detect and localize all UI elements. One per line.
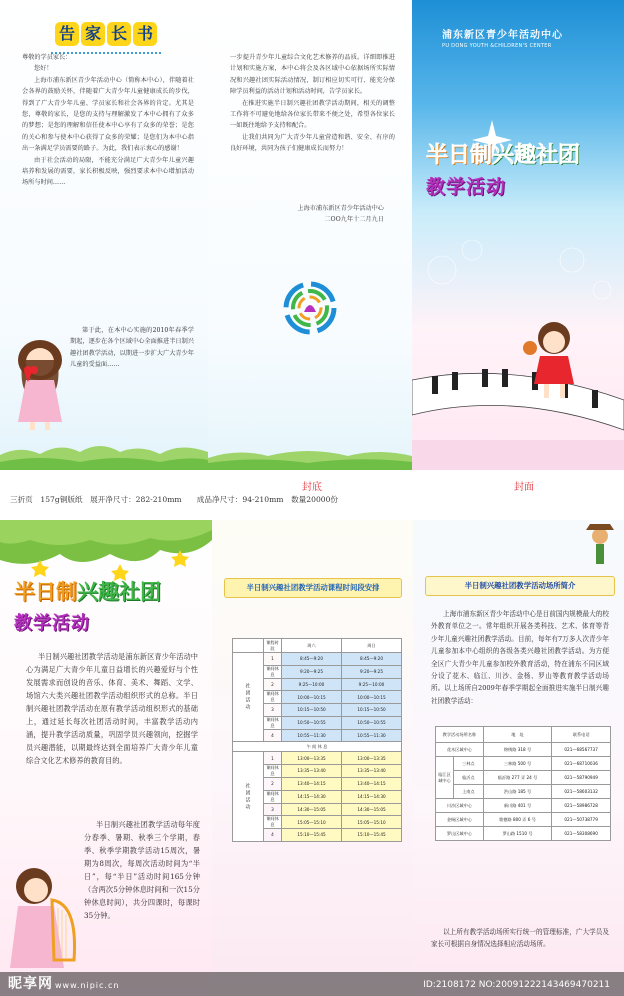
venue-name: 上南点 <box>454 785 484 799</box>
sun-cell: 13:00—13:35 <box>342 752 402 765</box>
table-row <box>436 799 611 813</box>
letter-body-narrow <box>70 325 194 371</box>
venue-phone: 021—58603132 <box>552 785 611 799</box>
center-brand <box>442 26 563 49</box>
outer-spread <box>0 0 624 470</box>
table-row <box>233 752 402 765</box>
inner-title-part2: 兴趣社团 <box>77 580 161 604</box>
letter-para: 您好！ <box>34 65 53 73</box>
cover-title-part2: 兴趣社团 <box>492 143 581 168</box>
letter-title-char: 告 <box>55 22 79 46</box>
letter-para: 在推进实施半日制兴趣社团教学活动期间，相关的调整工作将不可避免地给各位家长带来不便之处，希望各位家长一如既往地给予支持和配合。 <box>230 99 395 130</box>
sat-cell: 15:10—15:45 <box>282 829 342 842</box>
sat-cell: 10:55—11:30 <box>282 729 342 742</box>
sat-cell: 13:35—13:40 <box>282 764 342 777</box>
group-label-morning: 社团活动 <box>233 653 264 742</box>
slot-cell: 3 <box>264 704 282 717</box>
venue-address: 洪山路 185 号 <box>483 785 552 799</box>
sat-cell: 14:15—14:30 <box>282 790 342 803</box>
label-front-cover: 封面 <box>514 482 534 493</box>
header-address: 地 址 <box>483 727 552 743</box>
header-sun: 周日 <box>342 639 402 653</box>
sat-cell: 10:15—10:50 <box>282 704 342 717</box>
venue-group-label: 临江区域中心 <box>436 757 454 799</box>
table-row <box>436 785 611 799</box>
venues-table <box>435 726 611 841</box>
header-phone: 联系电话 <box>552 727 611 743</box>
header-venue: 教学活动场所名称 <box>436 727 484 743</box>
venue-address: 三林路 500 号 <box>483 757 552 771</box>
venues-footer <box>431 926 609 951</box>
inner-title-line2: 教学活动 <box>14 613 90 634</box>
center-name-en: PU DONG YOUTH &CHILDREN'S CENTER <box>442 43 552 49</box>
sun-cell: 14:15—14:30 <box>342 790 402 803</box>
letter-para: 由于社会活动的局限，不能充分满足广大青少年儿童兴趣培养和发展的需要，家长积极反映，强烈要求本中心增加活动场所与时间…… <box>22 156 194 187</box>
sun-cell: 10:50—10:55 <box>342 716 402 729</box>
letter-para: 第于此，在本中心实施的2010年春季学期起，逐步在各个区域中心全面推进半日制兴趣社团教学活动，以期进一步扩大广大青少年儿童的受益面…… <box>70 327 194 369</box>
table-row <box>436 743 611 757</box>
table-row <box>436 757 611 771</box>
slot-cell: 课间休息 <box>264 764 282 777</box>
venue-phone: 021—68567737 <box>552 743 611 757</box>
inner-intro-text <box>26 650 198 767</box>
letter-title-char: 家 <box>81 22 105 46</box>
girl-with-cat-illustration <box>520 318 590 404</box>
signature-org: 上海市浦东新区青少年活动中心 <box>297 205 384 212</box>
label-back-cover: 封底 <box>302 482 322 493</box>
piano-keys-illustration <box>412 360 624 440</box>
table-row <box>436 827 611 841</box>
sat-cell: 15:05—15:10 <box>282 816 342 829</box>
inner-spread <box>0 520 624 996</box>
venues-banner: 半日制兴趣社团教学活动场所简介 <box>425 576 615 596</box>
sun-cell: 9:20—9:25 <box>342 665 402 678</box>
schedule-table <box>232 638 402 842</box>
sun-cell: 15:10—15:45 <box>342 829 402 842</box>
sat-cell: 9:25—10:00 <box>282 678 342 691</box>
sat-cell: 10:00—10:15 <box>282 691 342 704</box>
sun-cell: 14:30—15:05 <box>342 803 402 816</box>
sun-cell: 10:00—10:15 <box>342 691 402 704</box>
sat-cell: 9:20—9:25 <box>282 665 342 678</box>
sat-cell: 8:45—9:20 <box>282 653 342 666</box>
header-slot: 课程时段 <box>264 639 282 653</box>
grass-decoration <box>208 430 412 470</box>
letter-body-col2 <box>230 52 395 155</box>
watermark-bar <box>0 972 624 996</box>
slot-cell: 3 <box>264 803 282 816</box>
sat-cell: 14:30—15:05 <box>282 803 342 816</box>
letter-signature <box>297 203 384 225</box>
schedule-text <box>84 818 200 922</box>
sat-cell: 10:50—10:55 <box>282 716 342 729</box>
table-row <box>436 771 611 785</box>
watermark-logo-url: www.nipic.cn <box>55 981 120 990</box>
slot-cell: 课间休息 <box>264 790 282 803</box>
center-name-cn: 浦东新区青少年活动中心 <box>442 30 563 41</box>
center-logo-icon <box>280 278 340 338</box>
grass-decoration <box>0 430 208 470</box>
sun-cell: 13:35—13:40 <box>342 764 402 777</box>
schedule-panel <box>212 520 413 996</box>
inner-title <box>14 576 161 635</box>
table-row <box>436 813 611 827</box>
venue-name: 花木区域中心 <box>436 743 484 757</box>
letter-greeting: 尊敬的学员家长： <box>22 54 72 61</box>
sun-cell: 8:45—9:20 <box>342 653 402 666</box>
sun-cell: 10:55—11:30 <box>342 729 402 742</box>
venue-phone: 021—50738779 <box>552 813 611 827</box>
dandelion-decoration <box>412 230 624 350</box>
scarecrow-illustration <box>576 522 620 566</box>
slot-cell: 1 <box>264 752 282 765</box>
letter-panel-middle <box>208 0 412 470</box>
letter-para: 一步提升青少年儿童综合文化艺术修养的品质。详细即推进计划和实施方案，本中心将会及各区域中心依据场所实际情况和兴趣社团实际活动情况，制订相应切实可行、能充分保障学员利益的活动计划和活动时间，告学员家长。 <box>230 54 395 96</box>
slot-cell: 1 <box>264 653 282 666</box>
letter-body-col1 <box>22 52 194 189</box>
slot-cell: 课间休息 <box>264 665 282 678</box>
slot-cell: 课间休息 <box>264 816 282 829</box>
cover-title-part1: 半日制 <box>426 143 493 168</box>
venue-name: 金杨区域中心 <box>436 813 484 827</box>
sun-cell: 9:25—10:00 <box>342 678 402 691</box>
venue-phone: 021—58790949 <box>552 771 611 785</box>
venue-address: 新川路 401 号 <box>483 799 552 813</box>
noon-break-label: 午 间 休 息 <box>233 742 402 752</box>
intro-para: 半日制兴趣社团教学活动是浦东新区青少年活动中心为满足广大青少年儿童日益增长的兴趣爱好与个性发展需求而创设的音乐、体育、美术、舞蹈、文学、场馆六大类兴趣社团教学活动组织形式的总称。半日制兴趣社团教学活动在原有教学活动组织形式的基础上，通过延长每次社团活动时间，丰富教学活动内涵，提升教学活动质量，巩固学员兴趣领向，挖掘学员兴趣潜能，以期最终达到全面培养广大青少年儿童综合文化艺术修养的教育目的。 <box>26 652 198 765</box>
venue-address: 罗山路 1510 号 <box>483 827 552 841</box>
sun-cell: 15:05—15:10 <box>342 816 402 829</box>
slot-cell: 课间休息 <box>264 691 282 704</box>
venue-address: 歌德路 800 弄 6 号 <box>483 813 552 827</box>
girl-with-harp-illustration <box>4 860 84 980</box>
slot-cell: 4 <box>264 729 282 742</box>
venues-intro <box>431 608 609 707</box>
slot-cell: 2 <box>264 777 282 790</box>
inner-intro-panel <box>0 520 212 996</box>
group-label-afternoon: 社团活动 <box>233 752 264 841</box>
cover-bottom-tint <box>412 440 624 470</box>
venue-address: 锦绣路 318 号 <box>483 743 552 757</box>
letter-title-char: 长 <box>107 22 131 46</box>
slot-cell: 2 <box>264 678 282 691</box>
noon-break-row <box>233 742 402 752</box>
venues-intro-para: 上海市浦东新区青少年活动中心是目前国内规模最大的校外教育单位之一。常年组织开展各类科技、艺术、体育等青少年儿童兴趣社团教学活动。目前，每年有7万多人次青少年儿童参加本中心组织的各级各类兴趣社团教学活动。为方便全区广大青少年儿童参加校外教育活动，特在浦东不同区域分设了花木、临江、川沙、金杨、罗山等教育教学活动场所。以上场所自2009年春季学期起全面推进实施半日制兴趣社团教学活动： <box>431 610 609 705</box>
schedule-banner: 半日制兴趣社团教学活动课程时间段安排 <box>224 578 402 598</box>
venue-name: 川沙区域中心 <box>436 799 484 813</box>
inner-title-part1: 半日制 <box>14 580 77 604</box>
signature-date: 二OO九年十二月九日 <box>324 216 384 223</box>
letter-title <box>55 22 157 48</box>
cover-title <box>426 138 580 199</box>
print-spec: 三折页 157g铜版纸 展开净尺寸：282-210mm 成品净尺寸：94-210mm 数量20000份 <box>10 495 339 504</box>
venue-phone: 021—58986728 <box>552 799 611 813</box>
header-spacer <box>233 639 264 653</box>
venue-name: 罗山区域中心 <box>436 827 484 841</box>
sat-cell: 13:00—13:35 <box>282 752 342 765</box>
table-header-row <box>233 639 402 653</box>
girl-with-heart-illustration <box>10 330 70 430</box>
venue-name: 临沂点 <box>454 771 484 785</box>
letter-para: 上海市浦东新区青少年活动中心（简称本中心），伴随着社会各界的鼓励关怀，伴随着广大青少年儿童健康成长的步伐，得到了广大青少年儿童、学员家长和社会各界的肯定。尤其是您，尊敬的家长，是您的支持与理解激发了本中心拥有了众多的梦想；是您的理解和信任使本中心享有了众多的荣誉；是您的关心和参与使本中心获得了众多的荣耀；是您们为本中心指出一条满足学员需要的路子。为此，我们表示衷心的感谢！ <box>22 76 194 153</box>
print-info-strip <box>0 470 624 520</box>
sun-cell: 10:15—10:50 <box>342 704 402 717</box>
letter-title-char: 书 <box>133 22 157 46</box>
slot-cell: 4 <box>264 829 282 842</box>
letter-para: 让我们共同为广大青少年儿童营造和谐、安全、有序的良好环境，共同为孩子们健康成长而努力！ <box>230 133 395 153</box>
cover-title-line2: 教学活动 <box>426 176 507 198</box>
watermark-logo-text: 昵享网 <box>8 976 53 992</box>
venue-address: 临沂路 277 弄 24 号 <box>483 771 552 785</box>
venue-phone: 021—58308690 <box>552 827 611 841</box>
venues-footer-para: 以上所有教学活动场所实行统一的管理标准，广大学员及家长可根据自身情况选择相应活动场所。 <box>431 928 609 949</box>
sun-cell: 13:40—14:15 <box>342 777 402 790</box>
venue-phone: 021—68710036 <box>552 757 611 771</box>
sat-cell: 13:40—14:15 <box>282 777 342 790</box>
cover-panel <box>412 0 624 470</box>
table-row <box>233 653 402 666</box>
schedule-para: 半日制兴趣社团教学活动每年度分春季、暑期、秋季三个学期，春季、秋季学期教学活动15周次，暑期为8周次，每周次活动时间为“半日”，每“半日”活动时间165分钟（含两次5分钟休息时间和一次15分钟休息时间），共分四课时，每课时35分钟。 <box>84 820 200 920</box>
header-sat: 周六 <box>282 639 342 653</box>
watermark-id: ID:2108172 NO:20091222143469470211 <box>423 980 610 990</box>
watermark-logo <box>8 973 119 993</box>
venue-name: 三林点 <box>454 757 484 771</box>
venues-panel <box>413 520 624 996</box>
slot-cell: 课间休息 <box>264 716 282 729</box>
table-header-row <box>436 727 611 743</box>
letter-panel-left <box>0 0 208 470</box>
